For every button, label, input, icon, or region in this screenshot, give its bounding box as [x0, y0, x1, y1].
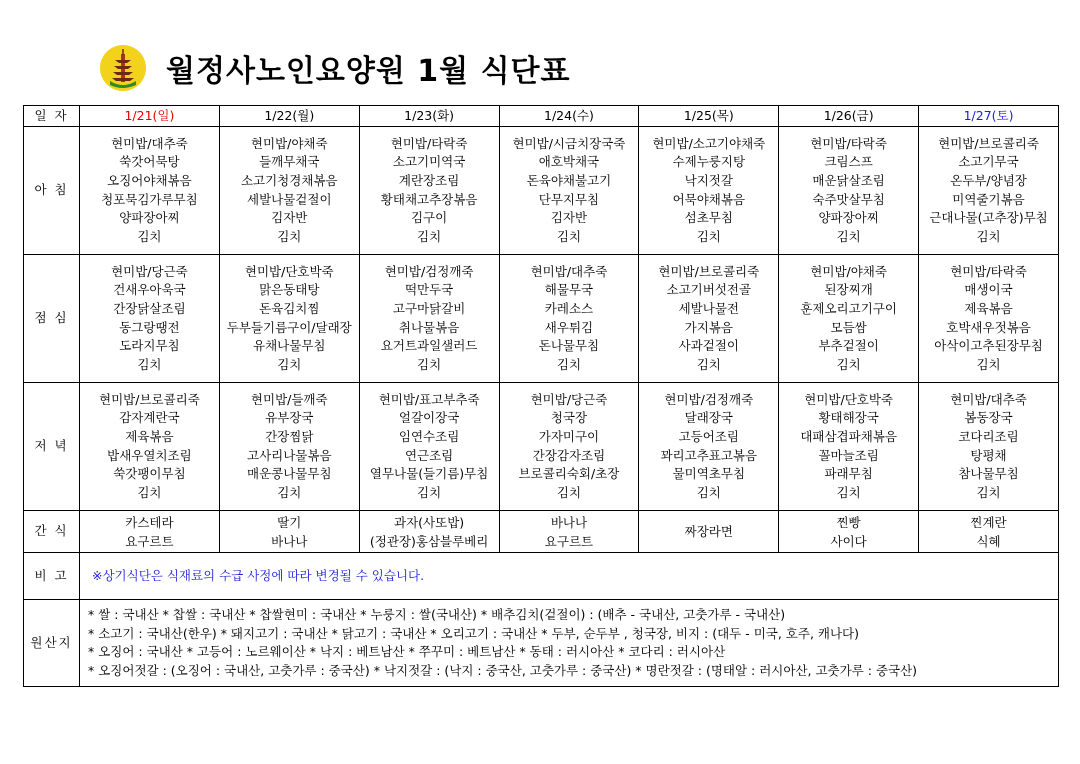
- day-header: 1/25(목): [639, 106, 779, 127]
- row-label-date: 일 자: [24, 106, 80, 127]
- page-header: [100, 38, 571, 98]
- menu-item: 계란장조림: [398, 172, 460, 188]
- menu-item: 오징어야채볶음: [107, 172, 192, 188]
- menu-item: 김자반: [550, 210, 588, 226]
- menu-item: * 소고기 : 국내산(한우) * 돼지고기 : 국내산 * 닭고기 : 국내산 * 오리고기 : 국내산 * 두부, 순두부 , 청국장, 비지 : (대두 - 미국, 호주, 캐나다): [88, 625, 859, 641]
- menu-item: 김치: [137, 356, 162, 372]
- menu-item: 찐빵: [836, 514, 861, 530]
- menu-item: 된장찌개: [824, 282, 873, 298]
- menu-cell: [919, 383, 1059, 511]
- menu-item: 참나물무침: [958, 466, 1019, 482]
- menu-cell: [499, 127, 639, 255]
- menu-item: * 오징어젓갈 : (오징어 : 국내산, 고춧가루 : 중국산) * 낙지젓갈 : (낙지 : 중국산, 고춧가루 : 중국산) * 명란젓갈 : (명태알 : 러시아산, 고춧가루 : 중국산): [88, 662, 918, 678]
- menu-item: 애호박채국: [538, 154, 600, 170]
- menu-item: 김치: [836, 228, 861, 244]
- menu-item: 매생이국: [964, 282, 1013, 298]
- menu-item: 현미밥/당근죽: [530, 391, 608, 407]
- menu-item: 김치: [976, 484, 1001, 500]
- menu-item: 김치: [976, 228, 1001, 244]
- menu-item: 미역줄기볶음: [952, 191, 1025, 207]
- menu-item: 현미밥/대추죽: [950, 391, 1027, 407]
- menu-cell: [359, 255, 499, 383]
- menu-item: 양파장아찌: [818, 210, 879, 226]
- menu-item: 김치: [836, 484, 861, 500]
- menu-item: 김치: [137, 228, 162, 244]
- menu-cell: [219, 127, 359, 255]
- menu-item: 청국장: [550, 410, 588, 426]
- menu-item: 수제누룽지탕: [672, 154, 746, 170]
- menu-item: 황태채고추장볶음: [380, 191, 478, 207]
- menu-item: 김치: [417, 356, 442, 372]
- origin-info: [80, 600, 1059, 687]
- menu-item: 근대나물(고추장)무침: [929, 210, 1048, 226]
- menu-item: 꽈리고추표고볶음: [660, 447, 758, 463]
- menu-item: 요거트과일샐러드: [380, 338, 478, 354]
- menu-item: 취나물볶음: [398, 319, 460, 335]
- menu-cell: [639, 383, 779, 511]
- date-row: [24, 106, 1059, 127]
- menu-item: 크림스프: [824, 154, 873, 170]
- menu-cell: [779, 383, 919, 511]
- day-header: 1/21(일): [80, 106, 220, 127]
- menu-item: 들깨무채국: [259, 154, 320, 170]
- menu-item: 사과겉절이: [678, 338, 739, 354]
- menu-item: 연근조림: [404, 447, 454, 463]
- menu-item: 섬초무침: [684, 210, 733, 226]
- menu-item: 브로콜리숙회/초장: [518, 466, 620, 482]
- menu-item: 숙주맛살무침: [812, 191, 885, 207]
- origin-row: [24, 600, 1059, 687]
- menu-item: 현미밥/대추죽: [111, 135, 188, 151]
- menu-cell: [499, 383, 639, 511]
- menu-item: 김치: [696, 484, 721, 500]
- menu-item: 바나나: [271, 533, 308, 549]
- menu-item: 현미밥/타락죽: [810, 135, 887, 151]
- menu-item: 매운콩나물무침: [247, 466, 332, 482]
- menu-item: 딸기: [277, 514, 302, 530]
- menu-item: 부추겉절이: [818, 338, 879, 354]
- lunch-row: [24, 255, 1059, 383]
- menu-item: * 쌀 : 국내산 * 찹쌀 : 국내산 * 찹쌀현미 : 국내산 * 누룽지 : 쌀(국내산) * 배추김치(겉절이) : (배추 - 국내산, 고춧가루 - 국내산): [88, 607, 786, 622]
- menu-cell: [80, 383, 220, 511]
- menu-item: 김치: [556, 356, 582, 372]
- menu-item: 간장찜닭: [265, 428, 314, 444]
- menu-cell: [639, 127, 779, 255]
- menu-item: 쑥갓어묵탕: [119, 154, 180, 170]
- menu-item: 어묵야채볶음: [672, 191, 746, 207]
- note-row: [24, 553, 1059, 600]
- menu-item: 쑥갓팽이무침: [113, 466, 186, 482]
- menu-cell: [359, 127, 499, 255]
- menu-item: 고구마닭갈비: [392, 300, 466, 316]
- menu-item: 파래무침: [824, 466, 873, 482]
- breakfast-row: [24, 127, 1059, 255]
- menu-item: 김치: [137, 484, 162, 500]
- menu-item: 김치: [696, 356, 721, 372]
- menu-item: 새우튀김: [544, 319, 594, 335]
- snack-cell: [779, 511, 919, 553]
- menu-item: 건새우아욱국: [113, 282, 186, 298]
- menu-item: 짜장라면: [684, 524, 733, 539]
- menu-item: 현미밥/소고기야채죽: [652, 135, 766, 151]
- menu-item: 모듬쌈: [830, 319, 867, 335]
- note-text: ※상기식단은 식재료의 수급 사정에 따라 변경될 수 있습니다.: [80, 553, 1059, 600]
- menu-item: 현미밥/시금치장국죽: [512, 135, 626, 151]
- snack-cell: [919, 511, 1059, 553]
- menu-cell: [499, 255, 639, 383]
- dinner-row: [24, 383, 1059, 511]
- menu-cell: [779, 127, 919, 255]
- menu-cell: [359, 383, 499, 511]
- day-header: 1/24(수): [499, 106, 639, 127]
- menu-item: 물미역초무침: [672, 466, 746, 482]
- menu-item: 김구이: [410, 210, 448, 226]
- menu-item: 고사리나물볶음: [247, 447, 332, 463]
- menu-cell: [219, 383, 359, 511]
- menu-item: 식혜: [976, 533, 1001, 549]
- menu-item: 현미밥/대추죽: [530, 263, 608, 279]
- menu-item: 유채나물무침: [253, 338, 326, 354]
- row-label-origin: 원산지: [24, 600, 80, 687]
- menu-item: 바나나: [550, 514, 588, 530]
- menu-item: 김치: [277, 484, 302, 500]
- menu-item: 얼갈이장국: [398, 410, 460, 426]
- menu-item: 매운닭살조림: [812, 172, 885, 188]
- menu-item: 현미밥/타락죽: [950, 263, 1027, 279]
- snack-cell: [359, 511, 499, 553]
- menu-item: 찐계란: [970, 514, 1007, 530]
- menu-item: 단무지무침: [538, 191, 600, 207]
- menu-item: 사이다: [830, 533, 867, 549]
- menu-cell: [919, 127, 1059, 255]
- menu-item: 고등어조림: [678, 428, 739, 444]
- menu-item: 황태해장국: [818, 410, 879, 426]
- menu-item: 동그랑땡전: [119, 319, 180, 335]
- menu-table: [23, 105, 1059, 687]
- menu-item: 아삭이고추된장무침: [934, 338, 1043, 354]
- menu-item: 도라지무침: [119, 338, 180, 354]
- row-label-snack: 간 식: [24, 511, 80, 553]
- menu-item: (정관장)홍삼블루베리: [369, 533, 489, 549]
- menu-item: 요구르트: [125, 533, 174, 549]
- menu-item: 제육볶음: [964, 300, 1013, 316]
- day-header: 1/23(화): [359, 106, 499, 127]
- menu-item: 김치: [696, 228, 721, 244]
- menu-item: 낙지젓갈: [684, 172, 733, 188]
- menu-item: * 오징어 : 국내산 * 고등어 : 노르웨이산 * 낙지 : 베트남산 * 쭈꾸미 : 베트남산 * 동태 : 러시아산 * 코다리 : 러시아산: [88, 644, 726, 660]
- menu-cell: [919, 255, 1059, 383]
- menu-item: 현미밥/브로콜리죽: [938, 135, 1039, 151]
- menu-item: 꼴마늘조림: [818, 447, 879, 463]
- menu-item: 떡만두국: [404, 282, 454, 298]
- menu-item: 세발나물전: [678, 300, 739, 316]
- row-label-dinner: 저 녁: [24, 383, 80, 511]
- menu-item: 달래장국: [684, 410, 733, 426]
- menu-item: 김치: [417, 228, 442, 244]
- day-header: 1/27(토): [919, 106, 1059, 127]
- menu-item: 김치: [277, 228, 302, 244]
- menu-item: 현미밥/야채죽: [250, 135, 328, 151]
- menu-item: 현미밥/브로콜리죽: [99, 391, 200, 407]
- menu-item: 현미밥/브로콜리죽: [658, 263, 760, 279]
- menu-cell: [779, 255, 919, 383]
- menu-item: 간장감자조림: [532, 447, 606, 463]
- menu-item: 요구르트: [544, 533, 594, 549]
- menu-item: 코다리조림: [958, 428, 1019, 444]
- menu-item: 감자계란국: [119, 410, 180, 426]
- menu-item: 호박새우젓볶음: [946, 319, 1031, 335]
- menu-item: 현미밥/들깨죽: [250, 391, 328, 407]
- menu-item: 탕평채: [970, 447, 1007, 463]
- menu-item: 세발나물겉절이: [247, 191, 332, 207]
- menu-cell: [80, 127, 220, 255]
- menu-item: 소고기무국: [958, 154, 1019, 170]
- menu-item: 유부장국: [265, 410, 314, 426]
- snack-row: [24, 511, 1059, 553]
- menu-item: 훈제오리고기구이: [800, 300, 897, 316]
- menu-item: 김치: [836, 356, 861, 372]
- snack-cell: [219, 511, 359, 553]
- menu-item: 카레소스: [544, 300, 594, 316]
- menu-item: 과자(사또밥): [394, 514, 465, 530]
- menu-item: 밥새우열치조림: [107, 447, 192, 463]
- menu-item: 김치: [976, 356, 1001, 372]
- menu-item: 김치: [556, 484, 582, 500]
- menu-item: 현미밥/검정깨죽: [664, 391, 754, 407]
- menu-cell: [219, 255, 359, 383]
- menu-item: 돈나물무침: [538, 338, 600, 354]
- menu-item: 제육볶음: [125, 428, 174, 444]
- menu-item: 김자반: [271, 210, 308, 226]
- menu-item: 카스테라: [125, 514, 174, 530]
- menu-item: 소고기청경채볶음: [240, 172, 338, 188]
- menu-cell: [639, 255, 779, 383]
- menu-item: 청포묵김가루무침: [101, 191, 198, 207]
- row-label-breakfast: 아 침: [24, 127, 80, 255]
- snack-cell: [639, 511, 779, 553]
- menu-item: 임연수조림: [398, 428, 460, 444]
- menu-item: 두부들기름구이/달래장: [226, 319, 352, 335]
- menu-item: 열무나물(들기름)무침: [369, 466, 489, 482]
- menu-item: 돈육김치찜: [259, 300, 320, 316]
- snack-cell: [499, 511, 639, 553]
- menu-item: 김치: [277, 356, 302, 372]
- menu-item: 현미밥/표고부추죽: [378, 391, 480, 407]
- menu-item: 현미밥/검정깨죽: [384, 263, 474, 279]
- menu-item: 온두부/양념장: [950, 172, 1027, 188]
- menu-item: 간장닭살조림: [113, 300, 186, 316]
- menu-item: 현미밥/야채죽: [810, 263, 887, 279]
- menu-item: 소고기버섯전골: [666, 282, 752, 298]
- menu-item: 현미밥/단호박죽: [804, 391, 894, 407]
- page-title: 월정사노인요양원 1월 식단표: [166, 54, 571, 89]
- menu-cell: [80, 255, 220, 383]
- menu-item: 현미밥/단호박죽: [244, 263, 334, 279]
- menu-item: 맑은동태탕: [259, 282, 320, 298]
- snack-cell: [80, 511, 220, 553]
- menu-item: 소고기미역국: [392, 154, 466, 170]
- menu-item: 김치: [556, 228, 582, 244]
- menu-item: 봄동장국: [964, 410, 1013, 426]
- menu-item: 김치: [417, 484, 442, 500]
- pagoda-logo-icon: [100, 45, 146, 91]
- day-header: 1/26(금): [779, 106, 919, 127]
- menu-item: 현미밥/타락죽: [390, 135, 468, 151]
- row-label-lunch: 점 심: [24, 255, 80, 383]
- menu-item: 양파장아찌: [119, 210, 180, 226]
- menu-item: 해물무국: [544, 282, 594, 298]
- menu-item: 돈육야채불고기: [526, 172, 612, 188]
- menu-item: 가자미구이: [538, 428, 600, 444]
- menu-item: 현미밥/당근죽: [111, 263, 188, 279]
- menu-item: 대패삼겹파채볶음: [800, 428, 897, 444]
- row-label-note: 비 고: [24, 553, 80, 600]
- day-header: 1/22(월): [219, 106, 359, 127]
- menu-item: 가지볶음: [684, 319, 733, 335]
